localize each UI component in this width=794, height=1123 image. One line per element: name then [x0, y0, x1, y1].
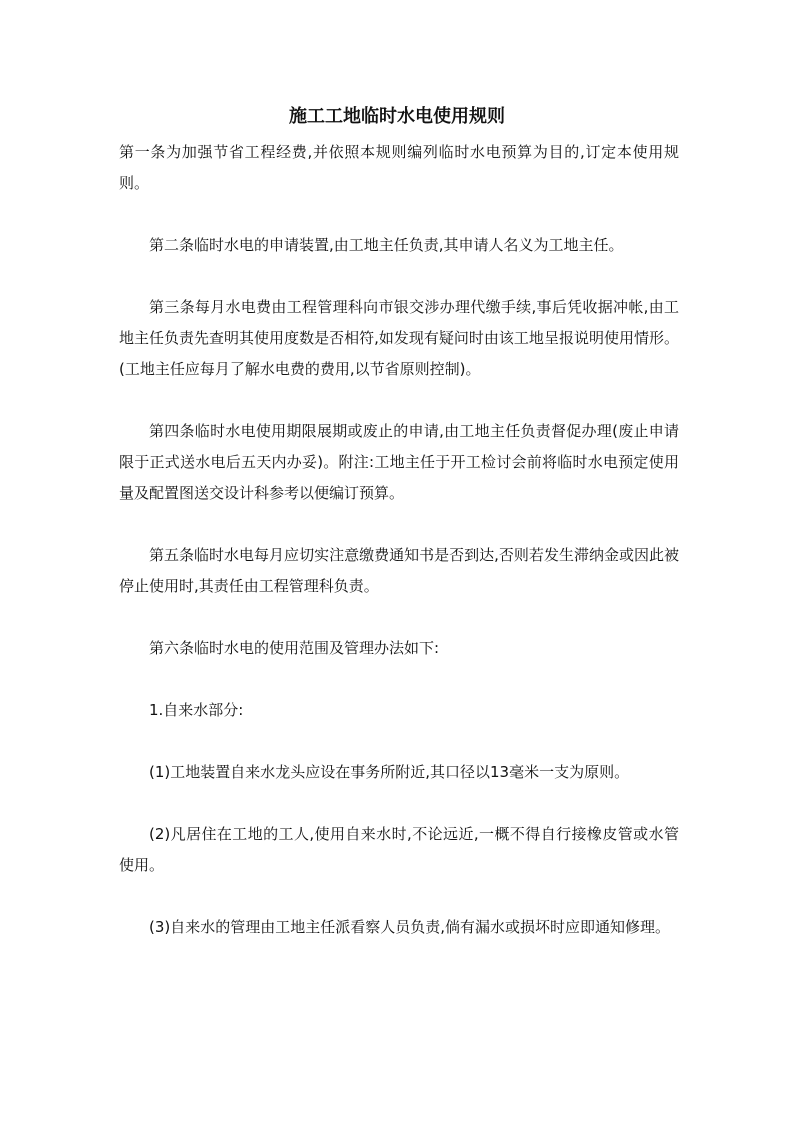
paragraph-item-1: (1)工地装置自来水龙头应设在事务所附近,其口径以13毫米一支为原则。 — [149, 763, 630, 781]
paragraph-article-5: 第五条临时水电每月应切实注意缴费通知书是否到达,否则若发生滞纳金或因此被停止使用时,其责任由工程管理科负责。 — [119, 546, 679, 595]
document-body — [119, 137, 679, 943]
paragraph-article-3: 第三条每月水电费由工程管理科向市银交涉办理代缴手续,事后凭收据冲帐,由工地主任负责先查明其使用度数是否相符,如发现有疑问时由该工地呈报说明使用情形。(工地主任应每月了解水电费的费用,以节省原则控制)。 — [119, 298, 679, 378]
paragraph-article-1: 第一条为加强节省工程经费,并依照本规则编列临时水电预算为目的,订定本使用规则。 — [119, 143, 679, 192]
paragraph-item-2: (2)凡居住在工地的工人,使用自来水时,不论远近,一概不得自行接橡皮管或水管使用。 — [119, 825, 679, 874]
document-title: 施工工地临时水电使用规则 — [289, 106, 505, 127]
paragraph-section-water: 1.自来水部分: — [149, 701, 244, 719]
paragraph-item-3: (3)自来水的管理由工地主任派看察人员负责,倘有漏水或损坏时应即通知修理。 — [149, 918, 671, 936]
paragraph-article-6: 第六条临时水电的使用范围及管理办法如下: — [149, 639, 440, 657]
paragraph-article-4: 第四条临时水电使用期限展期或废止的申请,由工地主任负责督促办理(废止申请限于正式送水电后五天内办妥)。附注:工地主任于开工检讨会前将临时水电预定使用量及配置图送交设计科参考以便编订预算。 — [119, 422, 679, 502]
paragraph-article-2: 第二条临时水电的申请装置,由工地主任负责,其申请人名义为工地主任。 — [149, 236, 624, 254]
